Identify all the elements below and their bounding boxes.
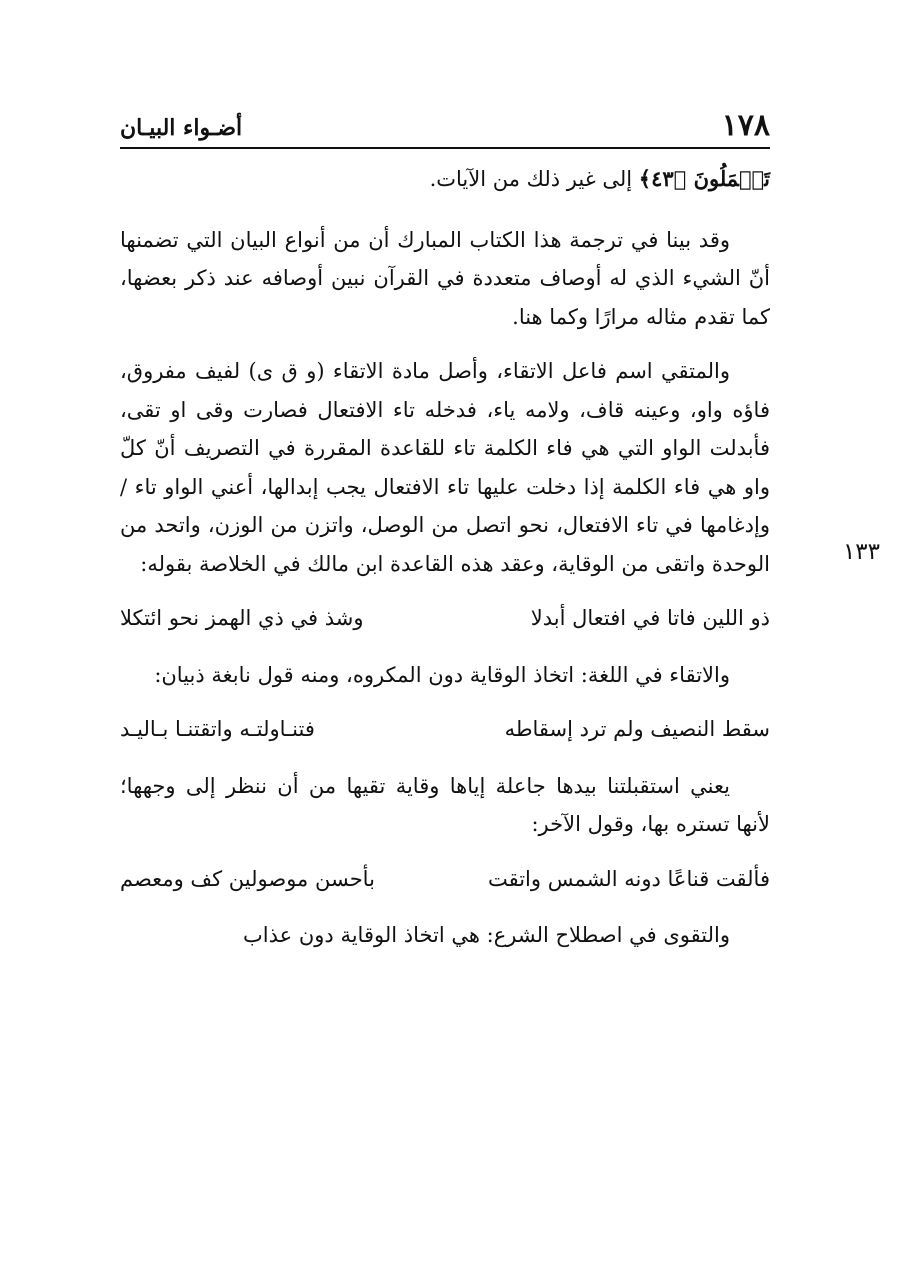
quran-verse-fragment: تَعۡمَلُونَ ﴿٤٣﴾ bbox=[638, 166, 770, 191]
poetry-verse-ibn-malik bbox=[120, 599, 770, 638]
margin-page-reference: ١٣٣ bbox=[842, 539, 880, 565]
paragraph-ittiqa-lugha: والاتقاء في اللغة: اتخاذ الوقاية دون المكروه، ومنه قول نابغة ذبيان: bbox=[154, 662, 730, 687]
running-title: أضـواء البيـان bbox=[120, 115, 243, 141]
paragraph-muttaqi: والمتقي اسم فاعل الاتقاء، وأصل مادة الاتقاء (و ق ى) لفيف مفروق، فاؤه واو، وعينه قاف، ولامه ياء، فدخله تاء الافتعال فصارت وقى او تقى، فأبدلت الواو التي هي فاء الكلمة تاء للقاعدة المقررة في التصريف أنّ كلّ واو هي فاء الكلمة إذا دخلت عليها تاء الافتعال يجب إبدالها، أعني الواو تاء / وإدغامها في تاء الافتعال، نحو اتصل من الوصل، واتزن من الوزن، واتحد من الوحدة واتقى من الوقاية، وعقد هذه القاعدة ابن مالك في الخلاصة بقوله: bbox=[120, 359, 770, 576]
verse-second-hemistich: فتنـاولتـه واتقتنـا بـاليـد bbox=[120, 717, 315, 741]
poetry-verse-other bbox=[120, 860, 770, 899]
verse-second-hemistich: وشذ في ذي الهمز نحو ائتكلا bbox=[120, 606, 364, 630]
page-header bbox=[120, 106, 770, 146]
paragraph-explanation: يعني استقبلتنا بيدها جاعلة إياها وقاية تقيها من أن ننظر إلى وجهها؛ لأنها تستره بها، وقول الآخر: bbox=[120, 773, 770, 836]
verse-first-hemistich: سقط النصيف ولم ترد إسقاطه bbox=[504, 717, 770, 741]
verse-first-hemistich: ذو اللين فاتا في افتعال أبدلا bbox=[530, 606, 770, 630]
paragraph-taqwa: والتقوى في اصطلاح الشرع: هي اتخاذ الوقاية دون عذاب bbox=[243, 923, 730, 947]
header-rule bbox=[120, 147, 770, 149]
body-text bbox=[120, 160, 770, 971]
paragraph-text: إلى غير ذلك من الآيات. bbox=[429, 167, 633, 191]
paragraph-quran-ending bbox=[120, 160, 770, 199]
page-number: ١٧٨ bbox=[721, 108, 770, 143]
paragraph-bayan: وقد بينا في ترجمة هذا الكتاب المبارك أن من أنواع البيان التي تضمنها أنّ الشيء الذي له أوصاف متعددة في القرآن نبين أوصافه عند ذكر بعضها، كما تقدم مثاله مرارًا وكما هنا. bbox=[120, 227, 770, 329]
poetry-verse-nabigha bbox=[120, 710, 770, 749]
verse-second-hemistich: بأحسن موصولين كف ومعصم bbox=[120, 866, 375, 891]
verse-first-hemistich: فألقت قناعًا دونه الشمس واتقت bbox=[487, 866, 770, 891]
